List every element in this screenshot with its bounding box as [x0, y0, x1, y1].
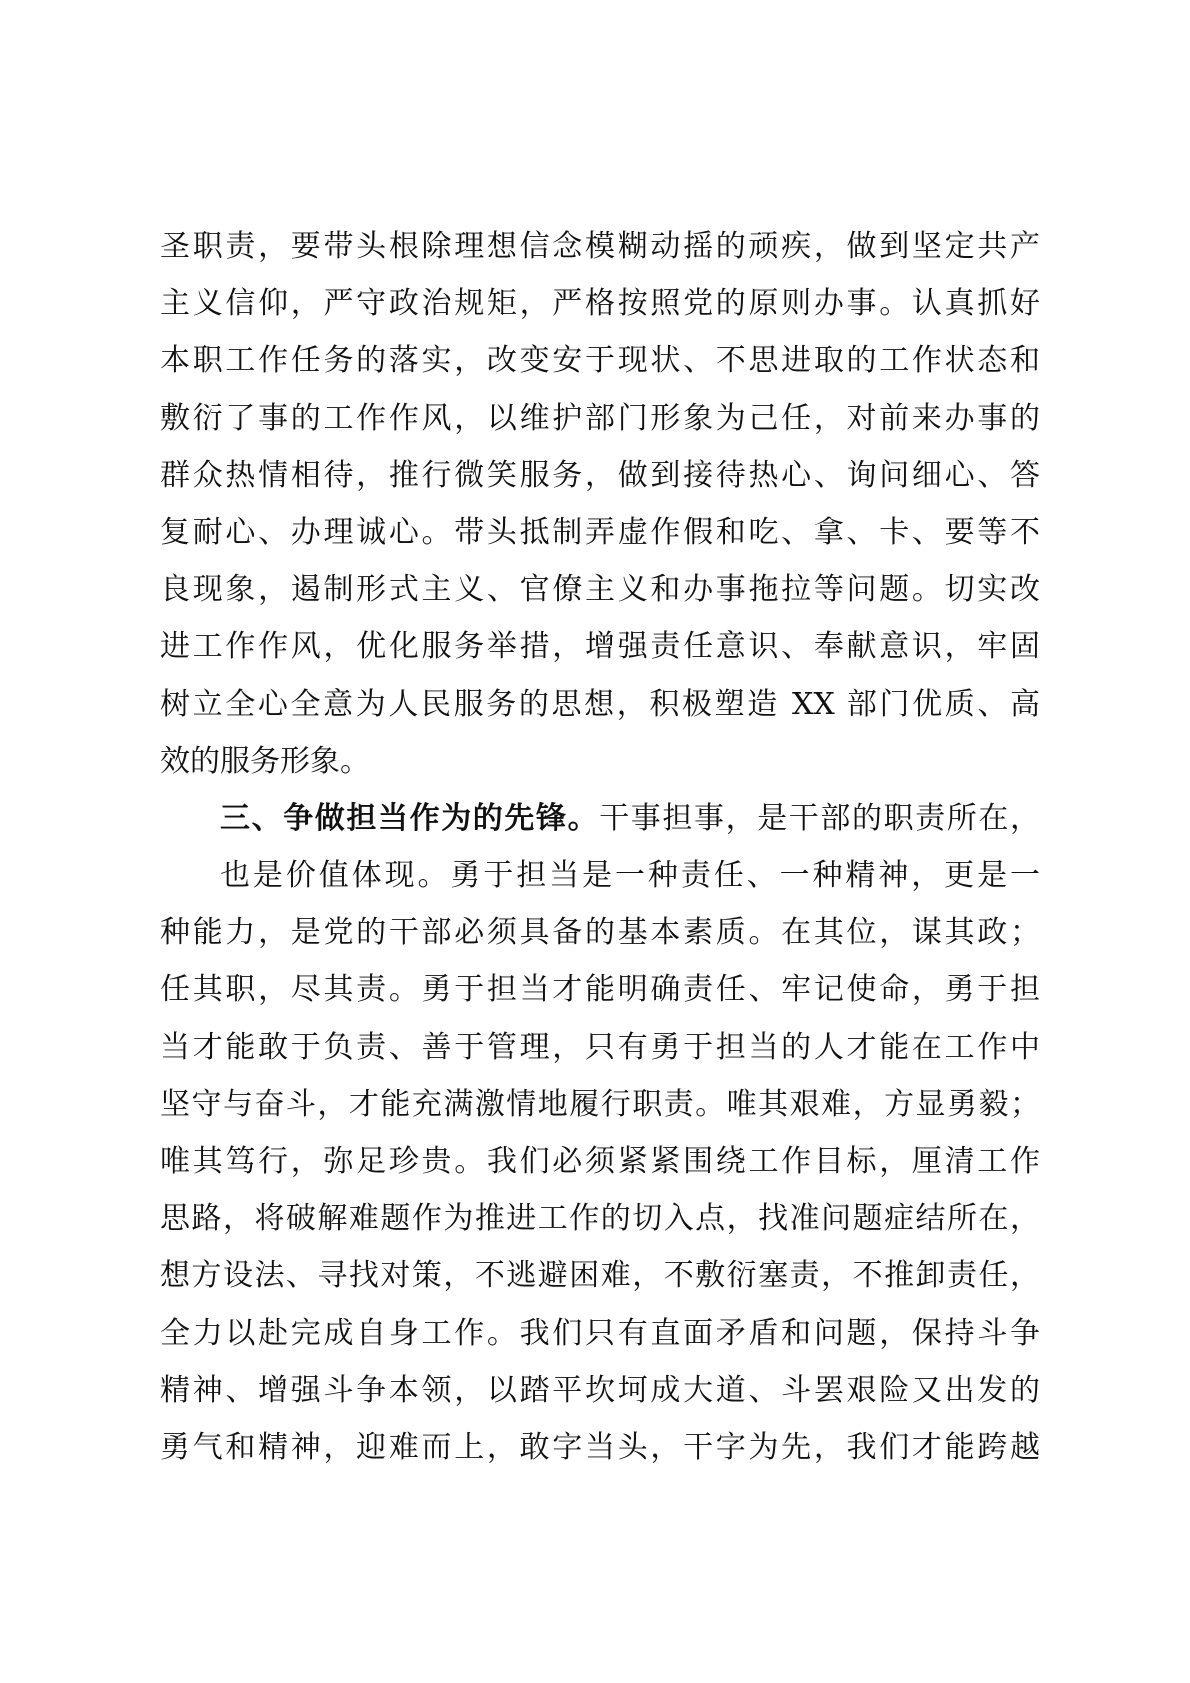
- paragraph-line: 也是价值体现。勇于担当是一种责任、一种精神，更是一: [220, 858, 1040, 894]
- paragraph-line: 复耐心、办理诚心。带头抵制弄虚作假和吃、拿、卡、要等不: [160, 514, 1040, 550]
- paragraph-line: 唯其笃行，弥足珍贵。我们必须紧紧围绕工作目标，厘清工作: [160, 1144, 1040, 1179]
- paragraph-line: 任其职，尽其责。勇于担当才能明确责任、牢记使命，勇于担: [160, 972, 1040, 1008]
- section-heading: 三、争做担当作为的先锋。: [220, 800, 600, 836]
- paragraph-line: 当才能敢于负责、善于管理，只有勇于担当的人才能在工作中: [160, 1029, 1040, 1065]
- paragraph-line: 坚守与奋斗，才能充满激情地履行职责。唯其艰难，方显勇毅；: [160, 1086, 1040, 1122]
- paragraph-line: 主义信仰，严守政治规矩，严格按照党的原则办事。认真抓好: [160, 286, 1040, 322]
- paragraph-line: 树立全心全意为人民服务的思想，积极塑造 XX 部门优质、高: [160, 686, 1040, 722]
- paragraph-line: 进工作作风，优化服务举措，增强责任意识、奉献意识，牢固: [160, 629, 1040, 665]
- paragraph-line: 本职工作任务的落实，改变安于现状、不思进取的工作状态和: [160, 343, 1040, 379]
- paragraph-line: 良现象，遏制形式主义、官僚主义和办事拖拉等问题。切实改: [160, 572, 1040, 608]
- paragraph-line: 思路，将破解难题作为推进工作的切入点，找准问题症结所在，: [160, 1201, 1040, 1237]
- paragraph-line: 圣职责，要带头根除理想信念模糊动摇的顽疾，做到坚定共产: [160, 229, 1040, 264]
- paragraph-line: 精神、增强斗争本领，以踏平坎坷成大道、斗罢艰险又出发的: [160, 1372, 1040, 1408]
- paragraph-line: 敷衍了事的工作作风，以维护部门形象为己任，对前来办事的: [160, 400, 1040, 436]
- section-heading-tail: 干事担事，是干部的职责所在，: [599, 800, 1041, 836]
- paragraph-line: 群众热情相待，推行微笑服务，做到接待热心、询问细心、答: [160, 457, 1040, 493]
- section-heading-line: [160, 790, 1040, 847]
- paragraph-line: 想方设法、寻找对策，不逃避困难，不敷衍塞责，不推卸责任，: [160, 1258, 1040, 1294]
- paragraph-line: 全力以赴完成自身工作。我们只有直面矛盾和问题，保持斗争: [160, 1315, 1040, 1351]
- paragraph-line: 种能力，是党的干部必须具备的基本素质。在其位，谋其政；: [160, 915, 1040, 951]
- paragraph-line: 效的服务形象。: [160, 743, 370, 779]
- document-body: [160, 218, 1040, 1476]
- paragraph-line: 勇气和精神，迎难而上，敢字当头，干字为先，我们才能跨越: [160, 1429, 1040, 1465]
